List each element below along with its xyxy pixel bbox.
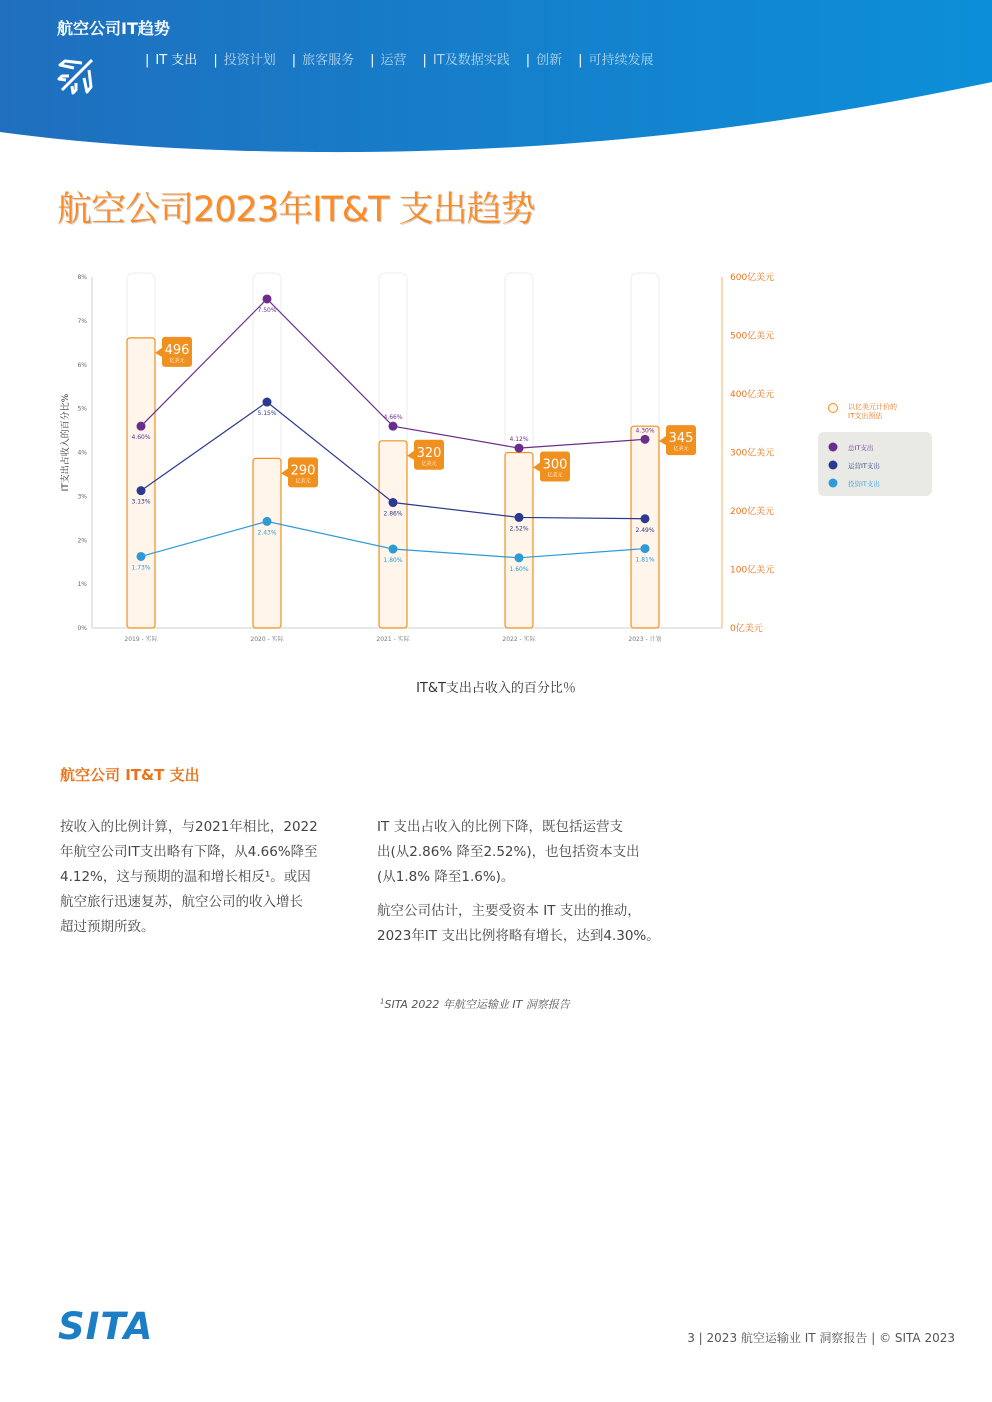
paragraph-left: 按收入的比例计算，与2021年相比，2022 年航空公司IT支出略有下降，从4.66%降至 4.12%，这与预期的温和增长相反¹。或因 航空旅行迅速复苏，航空公司的收入增长 超过预期所致。 — [60, 819, 318, 935]
x-tick-label: 2023 - 计划 — [628, 636, 662, 643]
legend-bar-swatch — [829, 404, 838, 413]
y-tick-label: 8% — [77, 274, 87, 281]
header-brand: 航空公司IT趋势 — [57, 19, 170, 38]
data-label: 4.12% — [509, 436, 529, 444]
data-label: 2.86% — [383, 510, 403, 518]
x-tick-label: 2020 - 实际 — [250, 636, 284, 643]
nav-item-operations[interactable]: | 运营 — [370, 53, 407, 68]
series-point — [263, 517, 272, 526]
y2-tick-label: 100亿美元 — [730, 565, 775, 576]
legend-swatch — [829, 479, 838, 488]
page-footer: 3 | 2023 航空运输业 IT 洞察报告 | © SITA 2023 — [687, 1331, 955, 1345]
bar — [253, 458, 281, 628]
y-tick-label: 2% — [77, 537, 87, 545]
nav-item-innovation[interactable]: | 创新 — [525, 53, 563, 68]
paragraph-right-2: 航空公司估计，主要受资本 IT 支出的推动， 2023年IT 支出比例将略有增长，达到4.30%。 — [377, 903, 660, 944]
data-label: 2.49% — [635, 526, 655, 534]
value-callout-unit: 亿美元 — [169, 357, 185, 364]
value-callout-unit: 亿美元 — [673, 446, 689, 453]
data-label: 4.30% — [635, 427, 655, 435]
value-callout-pointer — [533, 463, 540, 472]
data-label: 4.66% — [383, 414, 403, 422]
value-callout-pointer — [407, 451, 414, 460]
value-callout-number: 496 — [164, 342, 190, 358]
x-tick-label: 2019 - 实际 — [124, 636, 158, 643]
value-callout-pointer — [281, 468, 288, 477]
y-tick-label: 3% — [77, 493, 87, 501]
legend-label: 运营IT支出 — [848, 462, 880, 470]
airplane-icon — [56, 54, 98, 96]
bar — [127, 338, 155, 628]
series-point — [515, 444, 524, 453]
data-label: 2.52% — [509, 525, 529, 533]
data-label: 2.43% — [257, 529, 277, 537]
y-tick-label: 1% — [77, 581, 87, 589]
legend-swatch — [829, 443, 838, 452]
legend-label: 投资IT支出 — [848, 480, 880, 488]
y-tick-label: 0% — [77, 625, 87, 632]
footnote: $^1$SITA 2022 年航空运输业 IT 洞察报告 — [380, 997, 570, 1011]
data-label: 1.81% — [635, 556, 655, 564]
series-point — [137, 422, 146, 431]
bar — [505, 453, 533, 629]
legend-swatch — [829, 461, 838, 470]
series-point — [137, 552, 146, 561]
value-callout-number: 345 — [668, 431, 694, 447]
legend-bar-label-line1: 以亿美元计价的 — [848, 403, 897, 411]
series-point — [641, 435, 650, 444]
page-header — [0, 0, 992, 165]
nav-item-investment[interactable]: | 投资计划 — [213, 53, 276, 68]
value-callout-number: 290 — [290, 463, 316, 479]
y-tick-label: 5% — [77, 405, 87, 413]
value-callout-number: 300 — [542, 457, 568, 473]
section-title: 航空公司 IT&T 支出 — [60, 766, 200, 784]
series-point — [263, 398, 272, 407]
y2-tick-label: 0亿美元 — [730, 624, 763, 634]
legend-label: 总IT支出 — [848, 444, 874, 452]
y-tick-label: 7% — [77, 317, 87, 325]
value-callout-pointer — [659, 436, 666, 445]
series-point — [389, 422, 398, 431]
sita-logo: SITA — [58, 1305, 154, 1348]
top-nav — [145, 49, 670, 68]
series-point — [515, 513, 524, 522]
data-label: 1.73% — [131, 564, 151, 572]
data-label: 1.60% — [509, 565, 529, 573]
series-point — [263, 294, 272, 303]
nav-item-passenger[interactable]: | 旅客服务 — [291, 53, 355, 68]
it-spend-chart — [0, 225, 992, 665]
data-label: 5.15% — [257, 410, 277, 418]
y2-tick-label: 300亿美元 — [730, 448, 775, 459]
y2-tick-label: 200亿美元 — [730, 507, 775, 517]
y2-tick-label: 400亿美元 — [730, 390, 775, 400]
page-title: 航空公司2023年IT&T 支出趋势 — [57, 190, 535, 230]
y2-tick-label: 600亿美元 — [730, 273, 775, 283]
series-point — [641, 544, 650, 553]
value-callout-number: 320 — [416, 445, 442, 461]
y-tick-label: 6% — [77, 361, 87, 369]
value-callout-unit: 亿美元 — [295, 478, 311, 485]
paragraph-right-1: IT 支出占收入的比例下降，既包括运营支 出(从2.86% 降至2.52%)，也包括资本支出 (从1.8% 降至1.6%)。 — [377, 819, 640, 885]
nav-item-it-data[interactable]: | IT及数据实践 — [422, 53, 510, 68]
nav-item-sustainability[interactable]: | 可持续发展 — [578, 53, 654, 68]
y2-tick-label: 500亿美元 — [730, 331, 775, 342]
series-point — [641, 514, 650, 523]
data-label: 4.60% — [131, 434, 151, 442]
series-point — [389, 498, 398, 507]
value-callout-unit: 亿美元 — [421, 460, 437, 467]
bar — [379, 441, 407, 628]
x-tick-label: 2022 - 实际 — [502, 636, 536, 643]
data-label: 7.50% — [257, 306, 277, 314]
legend-bar-label-line2: IT支出预估 — [848, 412, 883, 420]
data-label: 3.13% — [131, 498, 151, 506]
y-axis-title: IT支出占收入的百分比% — [61, 393, 71, 492]
x-tick-label: 2021 - 实际 — [376, 636, 410, 643]
series-point — [515, 553, 524, 562]
y-tick-label: 4% — [77, 449, 87, 457]
series-point — [137, 486, 146, 495]
series-point — [389, 545, 398, 554]
value-callout-unit: 亿美元 — [547, 472, 563, 479]
data-label: 1.80% — [383, 557, 403, 565]
nav-item-it-spend[interactable]: | IT 支出 — [145, 53, 198, 68]
chart-caption: IT&T支出占收入的百分比％ — [416, 681, 576, 696]
value-callout-pointer — [155, 348, 162, 357]
